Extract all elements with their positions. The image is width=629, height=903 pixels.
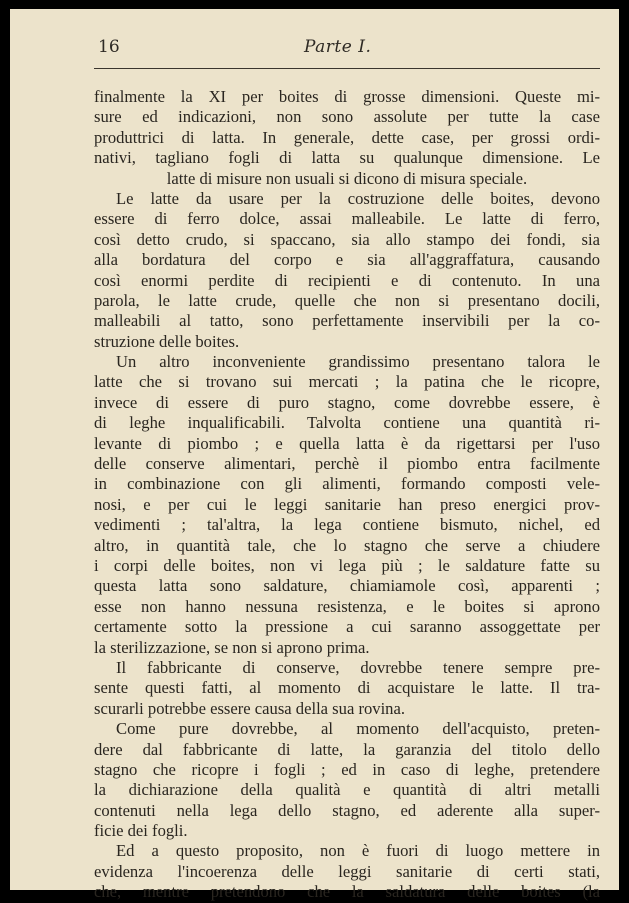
text-line: malleabili al tatto, sono perfettamente inservibili per la co- <box>94 311 600 331</box>
text-line: levante di piombo ; e quella latta è da rigettarsi per l'uso <box>94 433 600 453</box>
text-line: parola, le latte crude, quelle che non si presentano docili, <box>94 290 600 310</box>
text-line: i corpi delle boites, non vi lega più ; le saldature fatte su <box>94 555 600 575</box>
text-line: così enormi perdite di recipienti e di contenuto. In una <box>94 270 600 290</box>
text-line: ficie dei fogli. <box>94 821 188 841</box>
text-line: altro, in quantità tale, che lo stagno che serve a chiudere <box>94 535 600 555</box>
text-line: struzione delle boites. <box>94 331 240 351</box>
text-line: in combinazione con gli alimenti, formando composti vele- <box>94 474 600 494</box>
text-line: vedimenti ; tal'altra, la lega contiene bismuto, nichel, ed <box>94 515 600 535</box>
text-line: esse non hanno nessuna resistenza, e le boites si aprono <box>94 596 600 616</box>
text-line: sente questi fatti, al momento di acquistare le latte. Il tra- <box>94 678 600 698</box>
text-line: nativi, tagliano fogli di latta su qualunque dimensione. Le <box>94 148 600 168</box>
text-line: scurarli potrebbe essere causa della sua rovina. <box>94 698 405 718</box>
text-line: essere di ferro dolce, assai malleabile. Le latte di ferro, <box>94 209 600 229</box>
text-line: nosi, e per cui le leggi sanitarie han preso energici prov- <box>94 494 600 514</box>
text-line: sure ed indicazioni, non sono assolute per tutte la case <box>94 107 600 127</box>
book-page <box>10 9 619 902</box>
text-line: dere dal fabbricante di latte, la garanzia del titolo dello <box>94 739 600 759</box>
text-line: finalmente la XI per boites di grosse dimensioni. Queste mi- <box>94 87 600 106</box>
text-line: contenuti nella lega dello stagno, ed aderente alla super- <box>94 800 600 820</box>
text-line: stagno che ricopre i fogli ; ed in caso di leghe, pretendere <box>94 759 600 779</box>
text-line: evidenza l'incoerenza delle leggi sanitarie di certi stati, <box>94 861 600 881</box>
text-line: Ed a questo proposito, non è fuori di luogo mettere in <box>116 841 600 861</box>
text-line: produttrici di latta. In generale, dette case, per grossi ordi- <box>94 127 600 147</box>
text-line: alla bordatura del corpo e sia all'aggraffatura, causando <box>94 250 600 270</box>
text-line: questa latta sono saldature, chiamiamole così, apparenti ; <box>94 576 600 596</box>
text-line: latte che si trovano sui mercati ; la patina che le ricopre, <box>94 372 600 392</box>
text-line: invece di essere di puro stagno, come dovrebbe essere, è <box>94 392 600 412</box>
text-line: così detto crudo, si spaccano, sia allo stampo dei fondi, sia <box>94 229 600 249</box>
running-head: Parte I. <box>304 37 372 57</box>
text-line: Come pure dovrebbe, al momento dell'acquisto, preten- <box>116 719 600 739</box>
text-line: Un altro inconveniente grandissimo presentano talora le <box>116 352 600 372</box>
text-line: delle conserve alimentari, perchè il piombo entra facilmente <box>94 454 600 474</box>
page-number: 16 <box>98 37 120 57</box>
text-line: che, mentre pretendono che la saldatura delle boites (la <box>94 882 600 902</box>
text-line: la dichiarazione della qualità e quantità di altri metalli <box>94 780 600 800</box>
page-header <box>94 35 604 59</box>
body-text <box>94 87 600 903</box>
text-line: Il fabbricante di conserve, dovrebbe tenere sempre pre- <box>116 657 600 677</box>
text-line: la sterilizzazione, se non si aprono prima. <box>94 637 370 657</box>
text-line: di leghe inqualificabili. Talvolta contiene una quantità ri- <box>94 413 600 433</box>
text-line: latte di misure non usuali si dicono di misura speciale. <box>166 168 528 188</box>
header-rule <box>94 68 600 69</box>
text-line: certamente sotto la pressione a cui saranno assoggettate per <box>94 617 600 637</box>
text-line: Le latte da usare per la costruzione delle boites, devono <box>116 188 600 208</box>
